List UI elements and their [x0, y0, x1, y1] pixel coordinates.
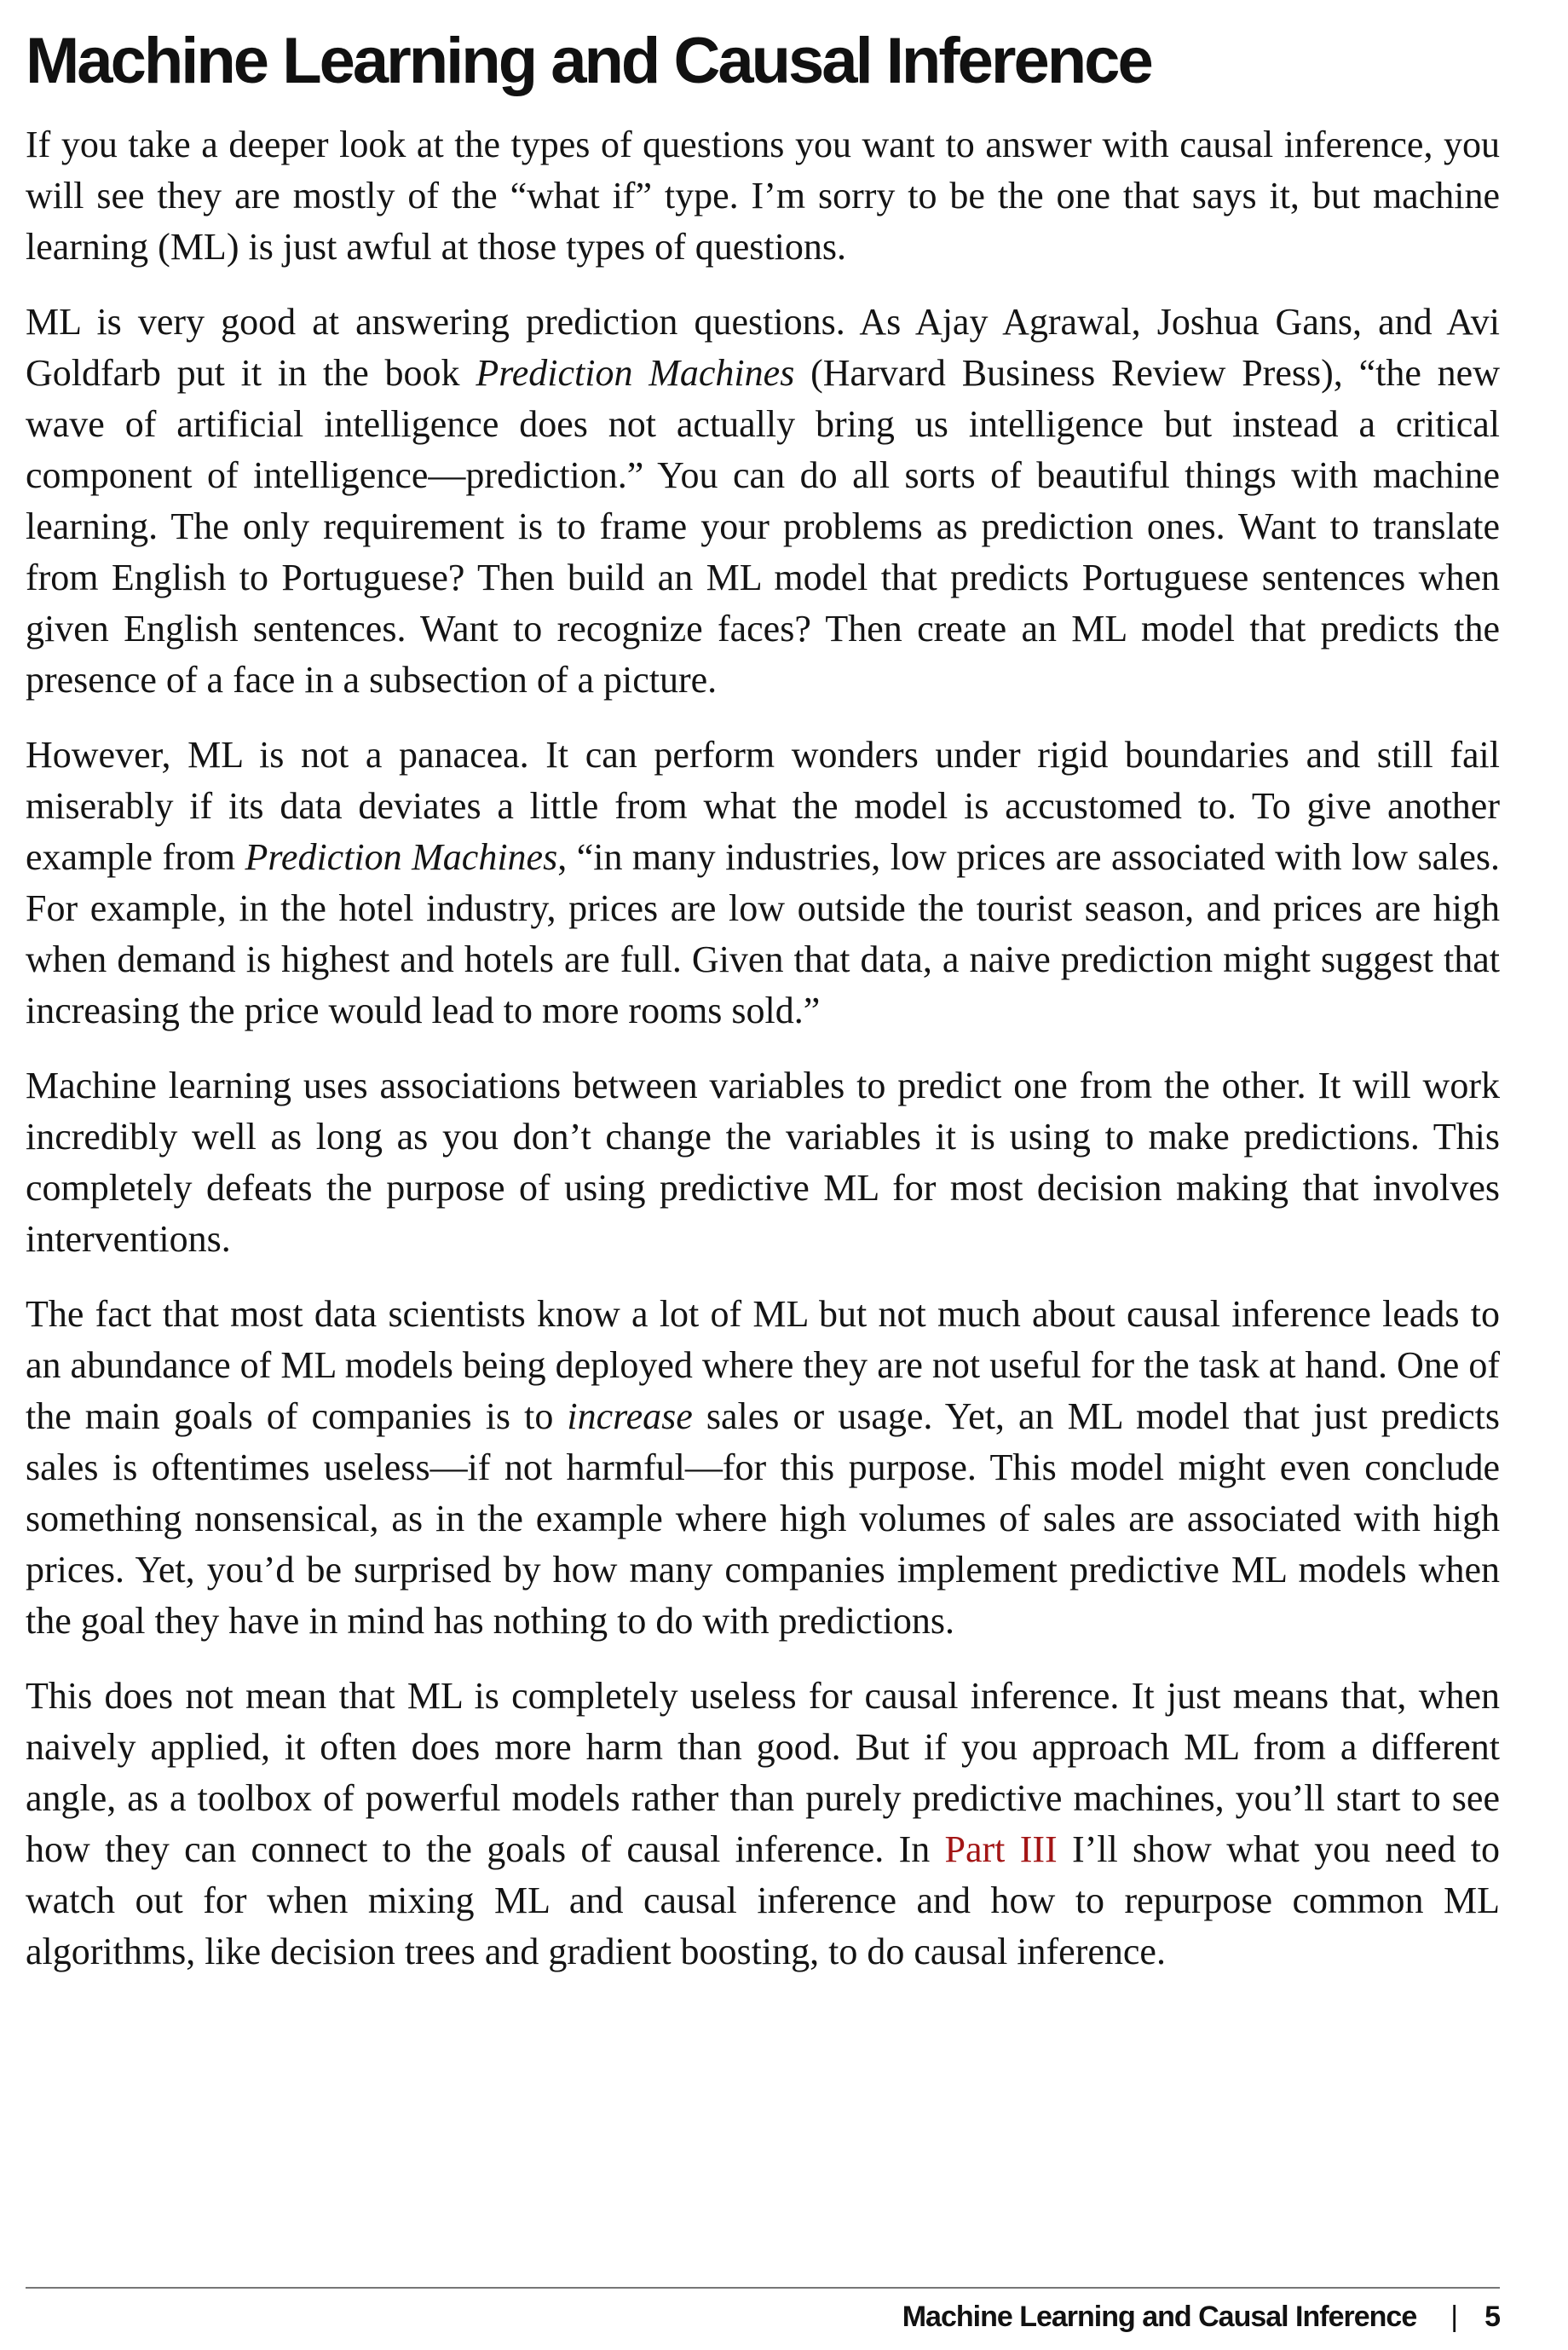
paragraph-5 — [26, 1289, 1500, 1647]
footer-separator: | — [1450, 2301, 1458, 2333]
section-title: Machine Learning and Causal Inference — [26, 25, 1151, 97]
paragraph-1-text: If you take a deeper look at the types of questions you want to answer with causal inference, you will see they are mostly of the “what if” type. I’m sorry to be the one that says it, but machine learning (ML) is just awful at those types of questions. — [26, 124, 1500, 268]
paragraph-3-text-b: , “in many industries, low prices are associated with low sales. For example, in the hotel industry, prices are low outside the tourist season, and prices are high when demand is highest and hotels are full. Given that data, a naive prediction might suggest that increasing the price would lead to more rooms sold.” — [26, 836, 1500, 1031]
paragraph-2-text-b: (Harvard Business Review Press), “the new wave of artificial intelligence does not actually bring us intelligence but instead a critical component of intelligence—prediction.” You can do all sorts of beautiful things with machine learning. The only requirement is to frame your problems as prediction ones. Want to translate from English to Portuguese? Then build an ML model that predicts Portuguese sentences when given English sentences. Want to recognize faces? Then create an ML model that predicts the presence of a face in a subsection of a picture. — [26, 352, 1500, 701]
paragraph-6 — [26, 1671, 1500, 1978]
footer-divider — [26, 2287, 1500, 2289]
paragraph-1 — [26, 119, 1500, 273]
page-body — [26, 19, 1500, 2001]
page-footer — [902, 2298, 1500, 2336]
paragraph-6-text-a: This does not mean that ML is completely useless for causal inference. It just means that, when naively applied, it often does more harm than good. But if you approach ML from a different angle, as a toolbox of powerful models rather than purely predictive machines, you’ll start to see how they can connect to the goals of causal inference. In — [26, 1675, 1500, 1870]
paragraph-2-text-a: ML is very good at answering prediction questions. As Ajay Agrawal, Joshua Gans, and Avi Goldfarb put it in the book — [26, 301, 1500, 394]
paragraph-5-text-a: The fact that most data scientists know a lot of ML but not much about causal inference leads to an abundance of ML models being deployed where they are not useful for the task at hand. One of the main goals of companies is to — [26, 1293, 1500, 1437]
paragraph-5-text-b: sales or usage. Yet, an ML model that just predicts sales is oftentimes useless—if not harmful—for this purpose. This model might even conclude something nonsensical, as in the example where high volumes of sales are associated with high prices. Yet, you’d be surprised by how many companies implement predictive ML models when the goal they have in mind has nothing to do with predictions. — [26, 1395, 1500, 1642]
paragraph-2 — [26, 297, 1500, 706]
paragraph-3-text-a: However, ML is not a panacea. It can perform wonders under rigid boundaries and still fail miserably if its data deviates a little from what the model is accustomed to. To give another example from — [26, 734, 1500, 878]
part-iii-link[interactable]: Part III — [944, 1828, 1058, 1870]
paragraph-6-text-b: I’ll show what you need to watch out for when mixing ML and causal inference and how to repurpose common ML algorithms, like decision trees and gradient boosting, to do causal inference. — [26, 1828, 1500, 1972]
book-title-prediction-machines-2: Prediction Machines — [245, 836, 558, 878]
book-title-prediction-machines: Prediction Machines — [476, 352, 795, 394]
page-number: 5 — [1484, 2301, 1500, 2333]
paragraph-3 — [26, 730, 1500, 1036]
emphasis-increase: increase — [567, 1395, 693, 1437]
paragraph-4 — [26, 1060, 1500, 1265]
paragraph-4-text: Machine learning uses associations between variables to predict one from the other. It will work incredibly well as long as you don’t change the variables it is using to make predictions. This completely defeats the purpose of using predictive ML for most decision making that involves interventions. — [26, 1065, 1500, 1260]
running-head: Machine Learning and Causal Inference — [902, 2301, 1417, 2333]
